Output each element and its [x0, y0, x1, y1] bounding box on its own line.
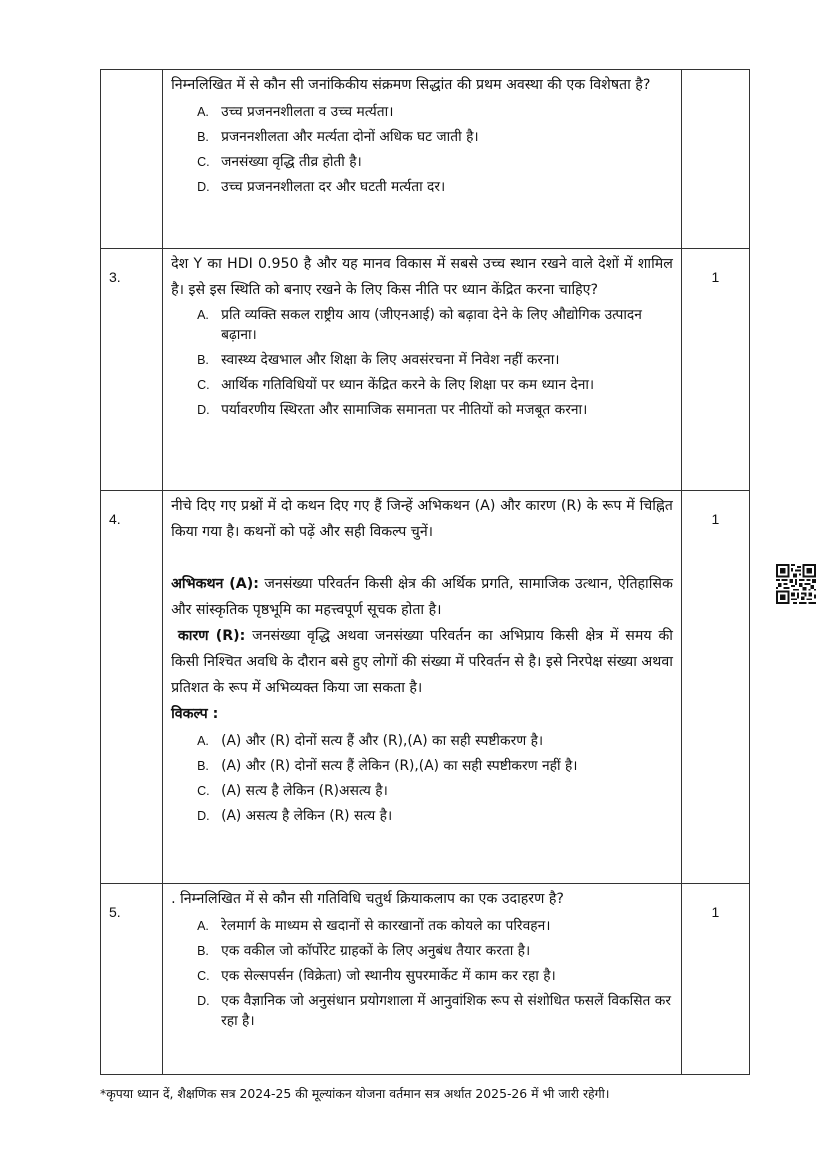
option-text: पर्यावरणीय स्थिरता और सामाजिक समानता पर नीतियों को मजबूत करना। [221, 402, 588, 418]
assertion-label: अभिकथन (A): [171, 576, 259, 592]
option-item [197, 729, 673, 754]
reason-label: कारण (R): [177, 628, 246, 644]
option-label: D. [197, 403, 210, 417]
option-item [197, 964, 673, 989]
option-item [197, 175, 673, 200]
option-label: A. [197, 308, 209, 322]
option-label: A. [197, 734, 209, 748]
option-label: C. [197, 784, 210, 798]
option-label: D. [197, 809, 210, 823]
option-label: C. [197, 969, 210, 983]
question-marks: 1 [681, 884, 749, 1075]
question-cell [163, 884, 682, 1075]
option-item [197, 779, 673, 804]
option-label: B. [197, 944, 209, 958]
option-text: स्वास्थ्य देखभाल और शिक्षा के लिए अवसंरचना में निवेश नहीं करना। [221, 352, 560, 368]
question-number: 3. [101, 249, 163, 491]
option-item [197, 305, 673, 345]
question-text: देश Y का HDI 0.950 है और यह मानव विकास में सबसे उच्च स्थान रखने वाले देशों में शामिल है। इसे इस स्थिति को बनाए रखने के लिए किस नीति पर ध्यान केंद्रित करना चाहिए? [171, 256, 673, 298]
assertion-paragraph [171, 571, 673, 623]
question-marks [681, 70, 749, 249]
option-item [197, 348, 673, 373]
options-heading: विकल्प : [171, 706, 219, 722]
option-item [197, 914, 673, 939]
option-text: (A) असत्य है लेकिन (R) सत्य है। [221, 808, 393, 824]
option-item [197, 125, 673, 150]
options-list [171, 100, 673, 200]
option-item [197, 939, 673, 964]
option-label: C. [197, 378, 210, 392]
option-text: आर्थिक गतिविधियों पर ध्यान केंद्रित करने के लिए शिक्षा पर कम ध्यान देना। [221, 377, 595, 393]
option-item [197, 100, 673, 125]
assertion-text: जनसंख्या परिवर्तन किसी क्षेत्र की अर्थिक प्रगति, सामाजिक उत्थान, ऐतिहासिक और सांस्कृतिक पृष्ठभूमि का महत्त्वपूर्ण सूचक होता है। [171, 576, 673, 618]
question-marks: 1 [681, 249, 749, 491]
question-table [100, 69, 750, 1075]
reason-text: जनसंख्या वृद्धि अथवा जनसंख्या परिवर्तन का अभिप्राय किसी क्षेत्र में समय की किसी निश्चित अवधि के दौरान बसे हुए लोगों की संख्या में परिवर्तन से है। इसे निरपेक्ष संख्या अथवा प्रतिशत के रूप में अभिव्यक्त किया जा सकता है। [171, 628, 673, 696]
qr-code-icon [776, 564, 816, 604]
options-list [171, 305, 673, 423]
option-text: (A) और (R) दोनों सत्य हैं और (R),(A) का सही स्पष्टीकरण है। [221, 733, 544, 749]
question-cell [163, 70, 682, 249]
option-label: D. [197, 180, 210, 194]
option-label: A. [197, 105, 209, 119]
question-cell [163, 491, 682, 884]
question-text: नीचे दिए गए प्रश्नों में दो कथन दिए गए हैं जिन्हें अभिकथन (A) और कारण (R) के रूप में चिह्नित किया गया है। कथनों को पढ़ें और सही विकल्प चुनें। [171, 498, 673, 540]
option-text: एक वकील जो कॉर्पोरेट ग्राहकों के लिए अनुबंध तैयार करता है। [221, 943, 531, 959]
option-text: एक वैज्ञानिक जो अनुसंधान प्रयोगशाला में आनुवांशिक रूप से संशोधित फसलें विकसित कर रहा है। [221, 993, 672, 1029]
option-item [197, 804, 673, 829]
option-label: D. [197, 994, 210, 1008]
option-label: B. [197, 759, 209, 773]
footer-note: *कृपया ध्यान दें, शैक्षणिक सत्र 2024-25 की मूल्यांकन योजना वर्तमान सत्र अर्थात 2025-26 में भी जारी रहेगी। [100, 1086, 610, 1101]
option-item [197, 150, 673, 175]
question-row [101, 884, 750, 1075]
option-text: एक सेल्सपर्सन (विक्रेता) जो स्थानीय सुपरमार्केट में काम कर रहा है। [221, 968, 556, 984]
options-list [171, 914, 673, 1031]
option-label: C. [197, 155, 210, 169]
option-text: उच्च प्रजननशीलता दर और घटती मर्त्यता दर। [221, 179, 446, 195]
question-text: . निम्नलिखित में से कौन सी गतिविधि चतुर्थ क्रियाकलाप का एक उदाहरण है? [171, 891, 564, 907]
option-item [197, 991, 673, 1031]
reason-paragraph [171, 623, 673, 701]
spacer [171, 545, 673, 571]
option-item [197, 398, 673, 423]
question-marks: 1 [681, 491, 749, 884]
question-number [101, 70, 163, 249]
option-text: उच्च प्रजननशीलता व उच्च मर्त्यता। [221, 104, 394, 120]
option-text: प्रजननशीलता और मर्त्यता दोनों अधिक घट जाती है। [221, 129, 479, 145]
question-row [101, 70, 750, 249]
option-label: B. [197, 353, 209, 367]
option-item [197, 375, 673, 395]
option-text: (A) सत्य है लेकिन (R)असत्य है। [221, 783, 388, 799]
option-text: प्रति व्यक्ति सकल राष्ट्रीय आय (जीएनआई) को बढ़ावा देने के लिए औद्योगिक उत्पादन बढ़ाना। [221, 307, 642, 343]
question-number: 4. [101, 491, 163, 884]
option-item [197, 754, 673, 779]
question-cell [163, 249, 682, 491]
options-list [171, 729, 673, 829]
option-text: (A) और (R) दोनों सत्य हैं लेकिन (R),(A) का सही स्पष्टीकरण नहीं है। [221, 758, 578, 774]
question-row [101, 491, 750, 884]
option-text: जनसंख्या वृद्धि तीव्र होती है। [221, 154, 362, 170]
question-text: निम्नलिखित में से कौन सी जनांकिकीय संक्रमण सिद्धांत की प्रथम अवस्था की एक विशेषता है? [171, 77, 651, 93]
question-row [101, 249, 750, 491]
option-label: B. [197, 130, 209, 144]
question-number: 5. [101, 884, 163, 1075]
option-text: रेलमार्ग के माध्यम से खदानों से कारखानों तक कोयले का परिवहन। [221, 918, 551, 934]
option-label: A. [197, 919, 209, 933]
